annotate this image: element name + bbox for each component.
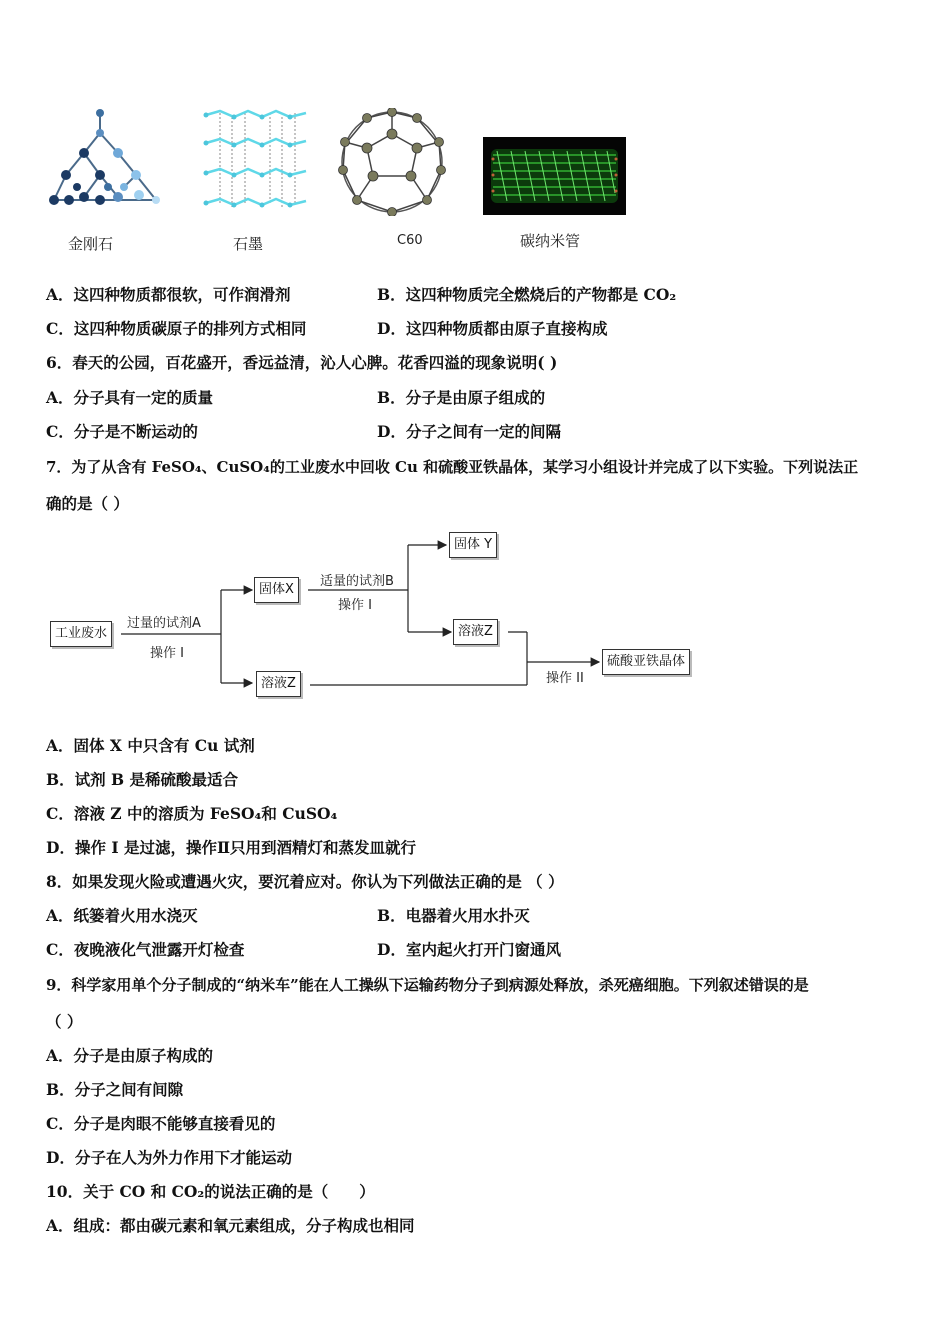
q9-stem-line2: （ ） (46, 1012, 83, 1031)
q5-option-d[interactable]: D．这四种物质都由原子直接构成 (377, 319, 608, 338)
q7-option-b[interactable]: B．试剂 B 是稀硫酸最适合 (46, 770, 238, 789)
q9-option-c[interactable]: C．分子是肉眼不能够直接看见的 (46, 1114, 276, 1133)
q9-option-a[interactable]: A．分子是由原子构成的 (46, 1046, 214, 1065)
nanotube-caption: 碳纳米管 (520, 232, 581, 250)
diamond-structure-image (44, 105, 169, 215)
flow-solid-y: 固体 Y (449, 532, 497, 558)
q7-stem-line1: 7．为了从含有 FeSO₄、CuSO₄的工业废水中回收 Cu 和硫酸亚铁晶体，某学习小组设计并完成了以下实验。下列说法正 (46, 458, 859, 476)
q6-option-c[interactable]: C．分子是不断运动的 (46, 422, 198, 441)
q10-option-a[interactable]: A．组成：都由碳元素和氧元素组成，分子构成也相同 (46, 1216, 415, 1235)
q9-option-b[interactable]: B．分子之间有间隙 (46, 1080, 184, 1099)
flow-operation-1a: 操作 I (150, 646, 184, 661)
nanotube-structure-image (483, 137, 626, 215)
q5-option-a[interactable]: A．这四种物质都很软，可作润滑剂 (46, 285, 291, 304)
flow-operation-2: 操作 II (546, 671, 584, 686)
flow-product: 硫酸亚铁晶体 (602, 649, 690, 675)
flow-solution-z-upper: 溶液Z (453, 619, 498, 645)
flow-reagent-b: 适量的试剂B (320, 574, 394, 589)
q7-option-d[interactable]: D．操作 I 是过滤，操作Ⅱ只用到酒精灯和蒸发皿就行 (46, 838, 417, 857)
graphite-caption: 石墨 (233, 235, 264, 253)
graphite-structure-image (200, 103, 312, 215)
q8-stem: 8．如果发现火险或遭遇火灾，要沉着应对。你认为下列做法正确的是 （ ） (46, 872, 564, 891)
q6-option-a[interactable]: A．分子具有一定的质量 (46, 388, 214, 407)
q9-stem-line1: 9．科学家用单个分子制成的“纳米车”能在人工操纵下运输药物分子到病源处释放，杀死癌细胞。下列叙述错误的是 (46, 976, 809, 994)
q7-option-a[interactable]: A．固体 X 中只含有 Cu 试剂 (46, 736, 255, 755)
q8-option-d[interactable]: D．室内起火打开门窗通风 (377, 940, 561, 959)
q6-option-b[interactable]: B．分子是由原子组成的 (377, 388, 546, 407)
q9-option-d[interactable]: D．分子在人为外力作用下才能运动 (46, 1148, 292, 1167)
q10-stem: 10．关于 CO 和 CO₂的说法正确的是（ ） (46, 1182, 375, 1201)
flow-solution-z-lower: 溶液Z (256, 671, 301, 697)
q8-option-b[interactable]: B．电器着火用水扑灭 (377, 906, 530, 925)
q8-option-c[interactable]: C．夜晚液化气泄露开灯检查 (46, 940, 245, 959)
flow-operation-1b: 操作 I (338, 598, 372, 613)
q5-option-c[interactable]: C．这四种物质碳原子的排列方式相同 (46, 319, 307, 338)
c60-structure-image (337, 108, 447, 216)
q6-stem: 6．春天的公园，百花盛开，香远益清，沁人心脾。花香四溢的现象说明( ) (46, 353, 558, 372)
q6-option-d[interactable]: D．分子之间有一定的间隔 (377, 422, 561, 441)
q5-option-b[interactable]: B．这四种物质完全燃烧后的产物都是 CO₂ (377, 285, 677, 304)
flow-reagent-a: 过量的试剂A (127, 616, 201, 631)
diamond-caption: 金刚石 (68, 235, 114, 253)
flow-solid-x: 固体X (254, 577, 299, 603)
c60-caption: C60 (397, 233, 423, 248)
flow-waste-water: 工业废水 (50, 621, 112, 647)
q7-stem-line2: 确的是（ ） (46, 494, 129, 513)
q7-option-c[interactable]: C．溶液 Z 中的溶质为 FeSO₄和 CuSO₄ (46, 804, 338, 823)
q8-option-a[interactable]: A．纸篓着火用水浇灭 (46, 906, 198, 925)
